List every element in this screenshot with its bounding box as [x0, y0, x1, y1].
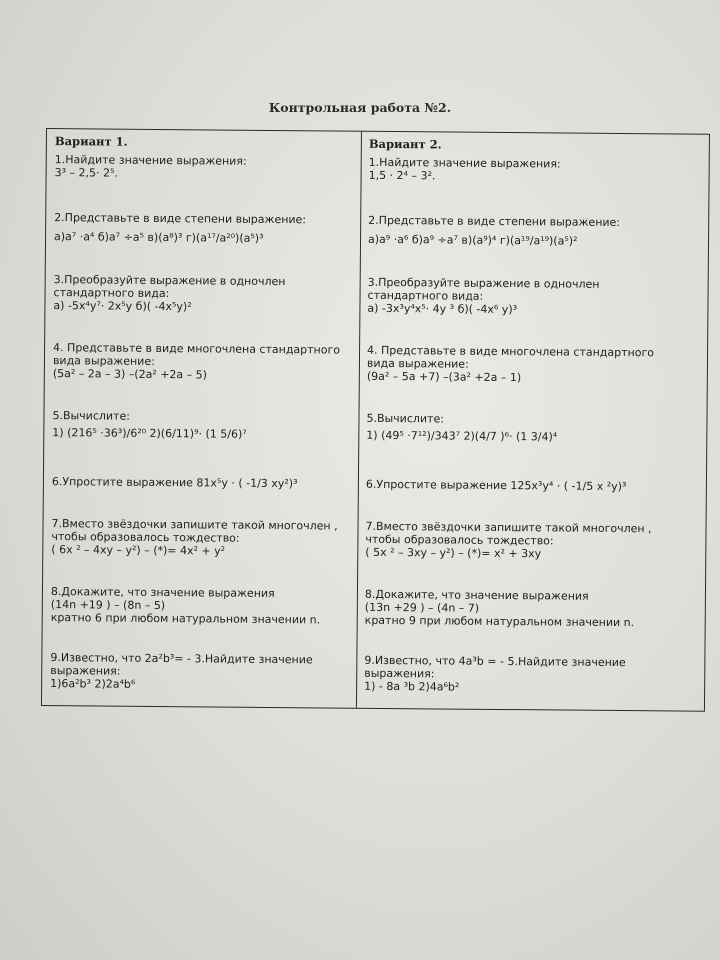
task-line: вида выражение:	[366, 356, 469, 371]
task-line: а) -3х³у⁴х⁵· 4у ³ б)( -4х⁶ у)³	[367, 301, 518, 317]
variant-1-column	[50, 134, 355, 691]
task-line: стандартного вида:	[53, 286, 170, 301]
task-line: чтобы образовалось тождество:	[51, 530, 240, 545]
task-line: 6.Упростите выражение 81х⁵у · ( -1/3 ху²)³	[51, 475, 298, 491]
task-3	[367, 276, 677, 318]
task-line: кратно 9 при любом натуральном значении n.	[364, 613, 635, 630]
task-6	[52, 475, 362, 491]
task-line: чтобы образовалось тождество:	[365, 532, 554, 548]
task-line: 1,5 · 2⁴ – 3².	[368, 168, 436, 183]
task-line: а) -5х⁴у⁷· 2х⁵у б)( -4х⁵у)²	[53, 299, 192, 314]
task-line: 3³ – 2,5· 2⁵.	[54, 166, 118, 180]
task-line: 6.Упростите выражение 125х³у⁴ · ( -1/5 х ²у)³	[365, 477, 627, 494]
task-line: 1)6а²b³ 2)2а⁴b⁶	[50, 677, 136, 691]
task-line: а)а⁷ ·а⁴ б)а⁷ ÷а⁵ в)(а⁸)³ г)(а¹⁷/а²⁰)(а⁵)³	[53, 230, 264, 245]
task-9	[50, 651, 360, 693]
task-line: 1) (216⁵ ·36³)/6²⁰ 2)(6/11)⁹· (1 5/6)⁷	[52, 426, 247, 441]
task-line: 1.Найдите значение выражения:	[368, 155, 561, 171]
task-1	[55, 153, 365, 182]
task-line: а)а⁹ ·а⁶ б)а⁹ ÷а⁷ в)(а⁹)⁴ г)(а¹⁹/а¹⁹)(а⁵)²	[367, 232, 578, 248]
task-line: 3.Преобразуйте выражение в одночлен	[53, 273, 286, 289]
task-9	[364, 654, 674, 696]
task-line: ( 5х ² – 3ху – у²) – (*)= х² + 3ху	[365, 545, 542, 561]
task-3	[53, 273, 363, 315]
task-4	[367, 344, 677, 386]
variant-1-heading: Вариант 1.	[54, 134, 128, 149]
task-8	[365, 588, 675, 630]
task-line: (5а² – 2а – 3) –(2а² +2а – 5)	[52, 367, 208, 382]
task-line: 8.Докажите, что значение выражения	[364, 587, 589, 603]
task-line: 7.Вместо звёздочки запишите такой многочлен ,	[51, 517, 338, 533]
page-title: Контрольная работа №2.	[268, 100, 452, 115]
task-line: (13n +29 ) – (4n – 7)	[364, 600, 480, 615]
task-7	[365, 520, 675, 562]
task-4	[53, 341, 363, 383]
variant-2-heading: Вариант 2.	[368, 136, 442, 152]
task-line: 3.Преобразуйте выражение в одночлен	[367, 275, 600, 291]
task-5	[366, 412, 676, 445]
task-line: 9.Известно, что 2а²b³= - 3.Найдите значение	[50, 651, 313, 667]
task-8	[51, 585, 361, 627]
variant-2-column	[364, 136, 669, 694]
task-line: (14n +19 ) – (8n – 5)	[50, 598, 166, 613]
task-line: 8.Докажите, что значение выражения	[50, 585, 275, 601]
task-line: 4. Представьте в виде многочлена стандартного	[367, 343, 655, 360]
task-2	[368, 214, 678, 249]
task-line: выражения:	[50, 664, 121, 678]
task-7	[51, 517, 361, 559]
task-line: 2.Представьте в виде степени выражение:	[54, 211, 307, 227]
task-line: 1) - 8а ³b 2)4а⁶b²	[364, 679, 460, 694]
task-6	[366, 478, 676, 494]
task-1	[369, 156, 679, 185]
task-line: 5.Вычислите:	[52, 409, 131, 423]
task-line: стандартного вида:	[367, 288, 484, 303]
task-line: выражения:	[364, 666, 435, 681]
task-line: вида выражение:	[52, 354, 155, 368]
variants-table	[41, 128, 710, 712]
task-5	[52, 409, 362, 442]
task-line: 1) (49⁵ ·7¹²)/343⁷ 2)(4/7 )⁶· (1 3/4)⁴	[366, 428, 558, 444]
task-line: (9а² – 5а +7) –(3а² +2а – 1)	[366, 369, 522, 385]
task-line: ( 6х ² – 4ху – у²) – (*)= 4х² + у²	[51, 543, 226, 558]
task-line: 9.Известно, что 4а³b = - 5.Найдите значение	[364, 653, 626, 670]
task-line: 1.Найдите значение выражения:	[54, 153, 247, 168]
task-line: 2.Представьте в виде степени выражение:	[368, 213, 621, 230]
task-2	[54, 211, 364, 246]
task-line: кратно 6 при любом натуральном значении n.	[50, 611, 321, 627]
task-line: 4. Представьте в виде многочлена стандартного	[53, 341, 341, 357]
task-line: 5.Вычислите:	[366, 411, 445, 426]
task-line: 7.Вместо звёздочки запишите такой многочлен ,	[365, 519, 652, 536]
